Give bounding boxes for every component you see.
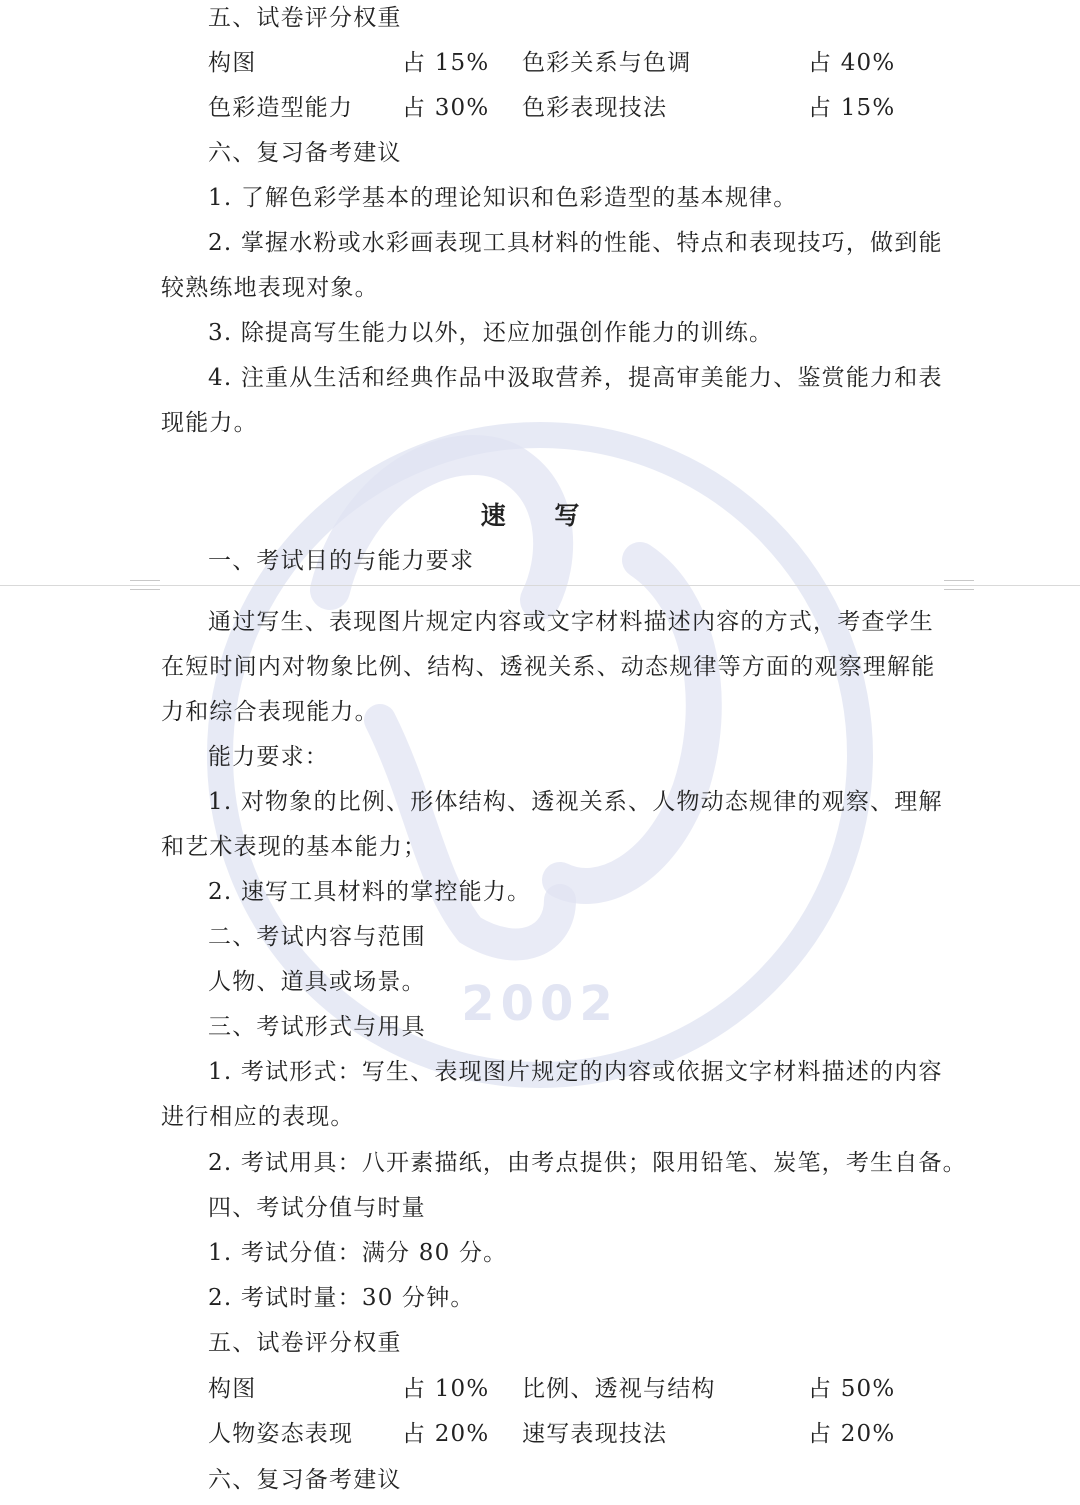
- watermark-year: 2002: [461, 976, 619, 1032]
- weight-value: 占 40%: [808, 50, 896, 76]
- form-heading: 三、考试形式与用具: [208, 1014, 426, 1040]
- advice-heading-1: 六、复习备考建议: [208, 140, 402, 166]
- weight-value: 占 30%: [402, 95, 490, 121]
- score-heading: 四、考试分值与时量: [208, 1195, 426, 1221]
- content-body: 人物、道具或场景。: [208, 969, 426, 995]
- weight-value: 占 15%: [402, 50, 490, 76]
- weight-label: 比例、透视与结构: [522, 1376, 716, 1402]
- weight-value: 占 20%: [808, 1421, 896, 1447]
- weight-label: 色彩造型能力: [208, 95, 354, 121]
- weight-heading-2: 五、试卷评分权重: [208, 1330, 402, 1356]
- form-item-cont: 进行相应的表现。: [161, 1104, 355, 1130]
- intro-paragraph-cont: 力和综合表现能力。: [161, 699, 379, 725]
- intro-paragraph-cont: 在短时间内对物象比例、结构、透视关系、动态规律等方面的观察理解能: [161, 654, 936, 680]
- weight-label: 构图: [208, 50, 257, 76]
- weight-label: 色彩关系与色调: [522, 50, 692, 76]
- intro-paragraph: 通过写生、表现图片规定内容或文字材料描述内容的方式，考查学生: [208, 609, 934, 635]
- weight-label: 构图: [208, 1376, 257, 1402]
- advice-heading-2: 六、复习备考建议: [208, 1467, 402, 1493]
- weight-value: 占 10%: [402, 1376, 490, 1402]
- ability-item: 2. 速写工具材料的掌控能力。: [208, 879, 532, 905]
- weight-heading-1: 五、试卷评分权重: [208, 5, 402, 31]
- weight-label: 速写表现技法: [522, 1421, 668, 1447]
- weight-value: 占 15%: [808, 95, 896, 121]
- weight-value: 占 50%: [808, 1376, 896, 1402]
- advice-item: 4. 注重从生活和经典作品中汲取营养，提高审美能力、鉴赏能力和表: [208, 365, 943, 391]
- weight-label: 人物姿态表现: [208, 1421, 354, 1447]
- ability-item: 1. 对物象的比例、形体结构、透视关系、人物动态规律的观察、理解: [208, 789, 943, 815]
- ability-heading: 能力要求：: [208, 744, 329, 770]
- advice-item: 2. 掌握水粉或水彩画表现工具材料的性能、特点和表现技巧，做到能: [208, 230, 943, 256]
- weight-label: 色彩表现技法: [522, 95, 668, 121]
- form-item: 2. 考试用具：八开素描纸，由考点提供；限用铅笔、炭笔，考生自备。: [208, 1150, 967, 1176]
- section-title: 速 写: [480, 501, 600, 530]
- form-item: 1. 考试形式：写生、表现图片规定的内容或依据文字材料描述的内容: [208, 1059, 943, 1085]
- score-item: 2. 考试时量：30 分钟。: [208, 1285, 475, 1311]
- page-break: [0, 585, 1080, 586]
- score-item: 1. 考试分值：满分 80 分。: [208, 1240, 508, 1266]
- advice-item: 3. 除提高写生能力以外，还应加强创作能力的训练。: [208, 320, 774, 346]
- advice-item: 1. 了解色彩学基本的理论知识和色彩造型的基本规律。: [208, 185, 798, 211]
- page-corner-mark: [944, 580, 974, 590]
- sketch-heading-1: 一、考试目的与能力要求: [208, 548, 475, 574]
- page-corner-mark: [130, 580, 160, 590]
- ability-item-cont: 和艺术表现的基本能力；: [161, 834, 428, 860]
- content-heading: 二、考试内容与范围: [208, 924, 426, 950]
- advice-item-cont: 现能力。: [161, 410, 258, 436]
- weight-value: 占 20%: [402, 1421, 490, 1447]
- advice-item-cont: 较熟练地表现对象。: [161, 275, 379, 301]
